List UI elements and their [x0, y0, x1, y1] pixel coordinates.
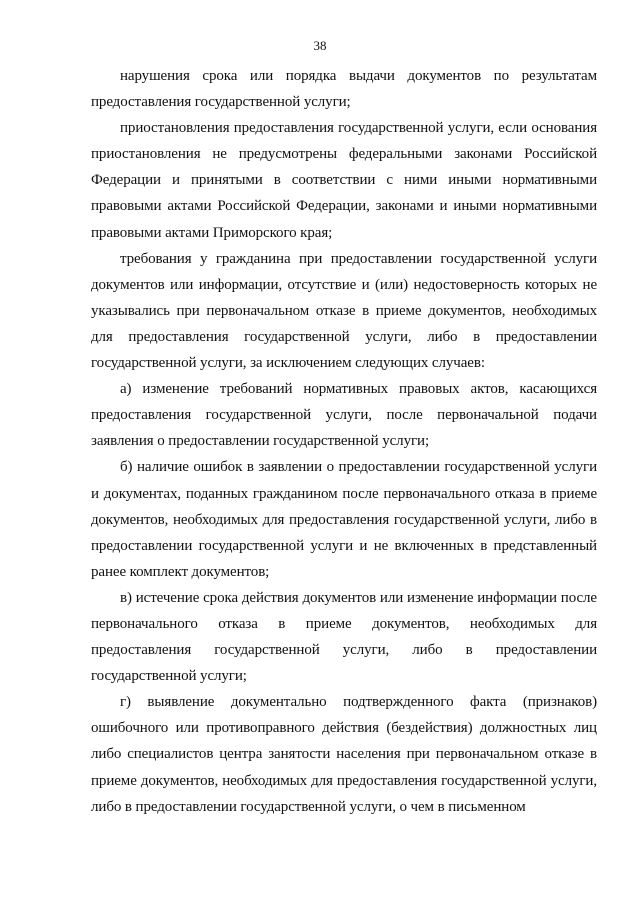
- list-item-c: в) истечение срока действия документов или изменение информации после первоначального отказа в приеме документов, необходимых для предоставления государственной услуги, либо в предоставлении государственной услуги;: [91, 589, 597, 685]
- paragraph-suspension: приостановления предоставления государственной услуги, если основания приостановления не предусмотрены федеральными законами Российской Федерации и принятыми в соответствии с ними иными нормативными правовыми актами Российской Федерации, законами и иными нормативными правовыми актами Приморского края;: [91, 120, 597, 241]
- paragraph-violation-deadline: нарушения срока или порядка выдачи документов по результатам предоставления государственной услуги;: [91, 68, 597, 111]
- page-number: 38: [313, 38, 327, 53]
- paragraph-document-requirements: требования у гражданина при предоставлении государственной услуги документов или информации, отсутствие и (или) недостоверность которых не указывались при первоначальном отказе в приеме документов, необходимых для предоставления государственной услуги, либо в предоставлении государственной услуги, за исключением следующих случаев:: [91, 250, 597, 372]
- body-text: [91, 63, 597, 820]
- list-item-b: б) наличие ошибок в заявлении о предоставлении государственной услуги и документах, поданных гражданином после первоначального отказа в приеме документов, необходимых для предоставления государственной услуги, либо в предоставлении государственной услуги и не включенных в представленный ранее комплект документов;: [91, 459, 597, 580]
- list-item-a: а) изменение требований нормативных правовых актов, касающихся предоставления государственной услуги, после первоначальной подачи заявления о предоставлении государственной услуги;: [91, 381, 597, 450]
- list-item-d: г) выявление документально подтвержденного факта (признаков) ошибочного или противоправного действия (бездействия) должностных лиц либо специалистов центра занятости населения при первоначальном отказе в приеме документов, необходимых для предоставления государственной услуги, либо в предоставлении государственной услуги, о чем в письменном: [91, 694, 597, 815]
